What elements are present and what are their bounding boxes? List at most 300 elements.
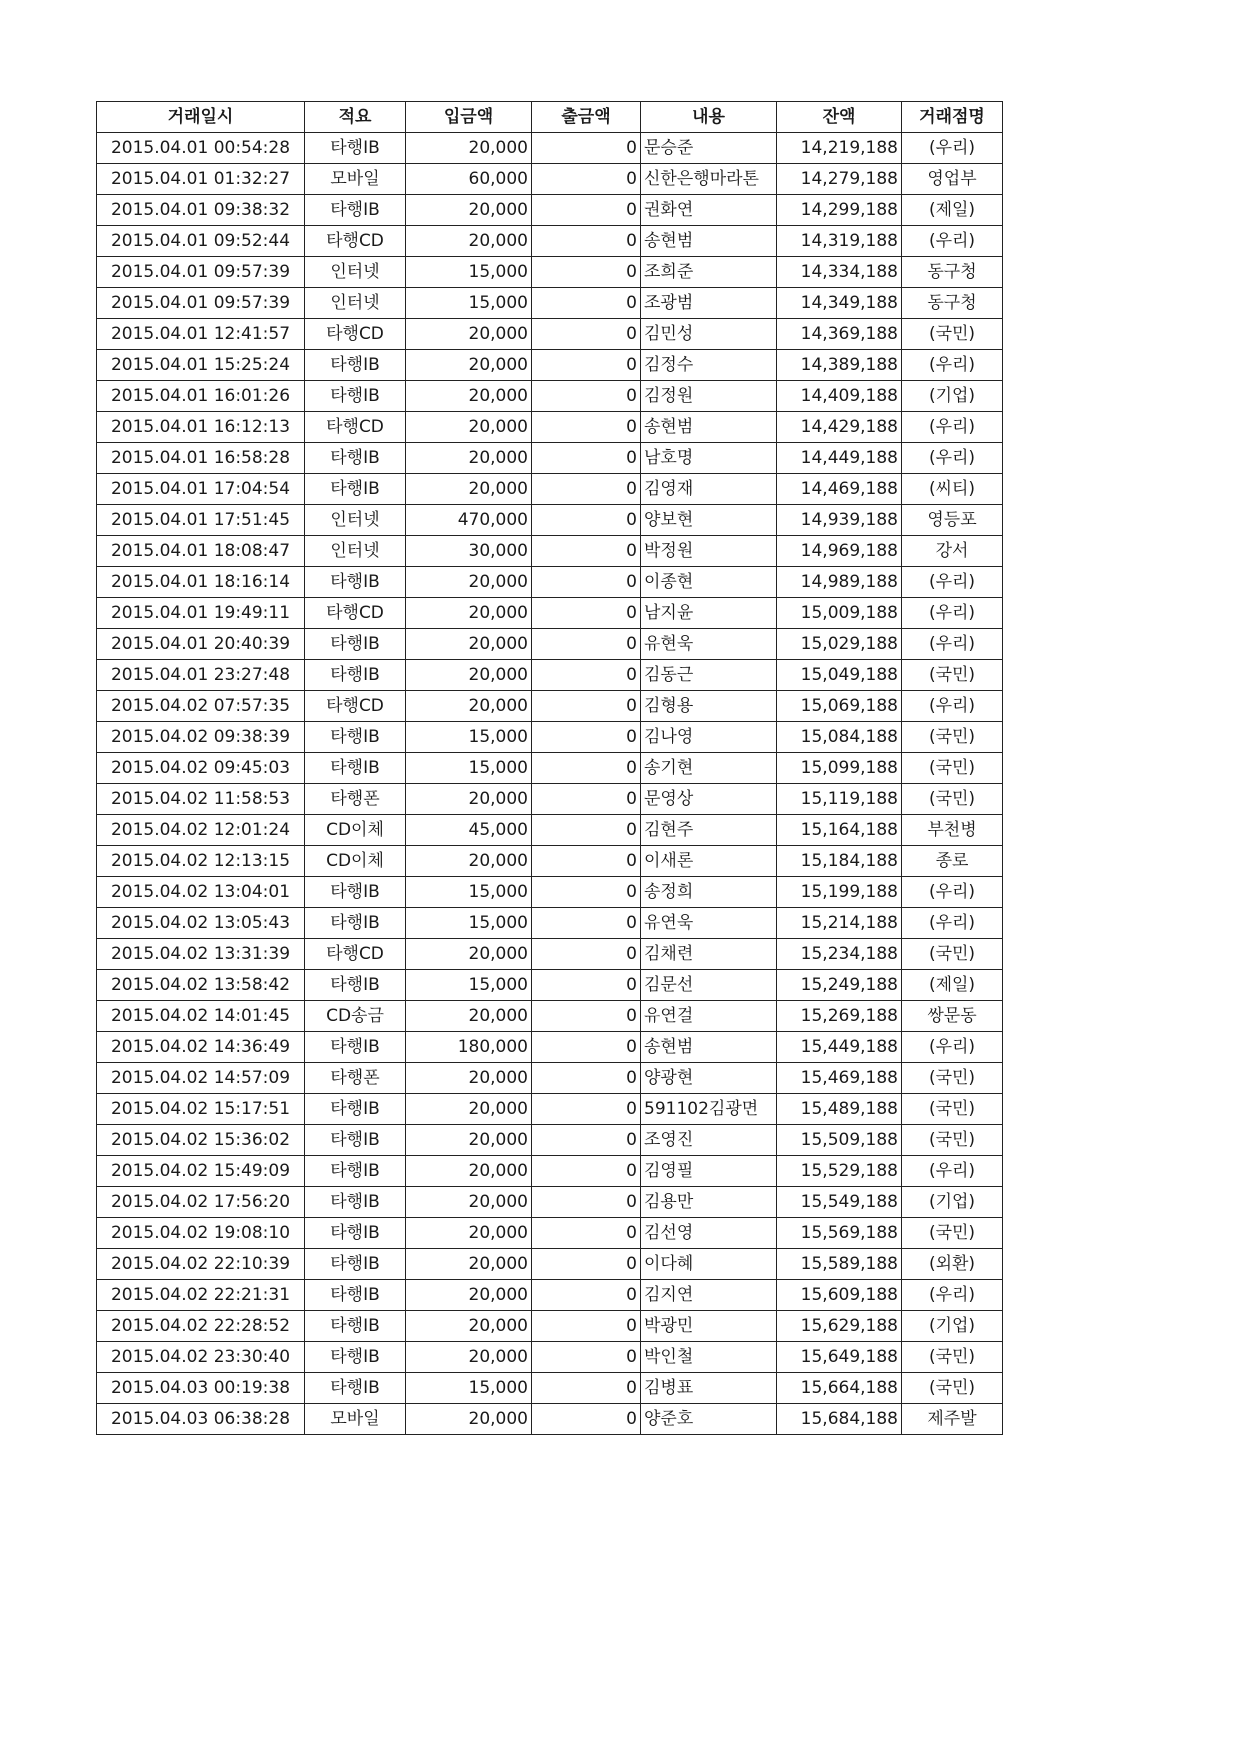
cell-balance: 15,569,188 <box>777 1218 902 1249</box>
cell-withdrawal: 0 <box>532 1125 641 1156</box>
cell-balance: 15,069,188 <box>777 691 902 722</box>
table-row <box>97 1280 1003 1311</box>
table-row <box>97 350 1003 381</box>
cell-transaction-datetime: 2015.04.02 07:57:35 <box>97 691 305 722</box>
cell-deposit: 15,000 <box>406 877 532 908</box>
cell-description: 박인철 <box>641 1342 777 1373</box>
cell-transaction-datetime: 2015.04.02 14:57:09 <box>97 1063 305 1094</box>
cell-withdrawal: 0 <box>532 474 641 505</box>
cell-withdrawal: 0 <box>532 970 641 1001</box>
cell-branch: (국민) <box>902 1342 1003 1373</box>
cell-description: 김동근 <box>641 660 777 691</box>
table-row <box>97 815 1003 846</box>
cell-description: 김정수 <box>641 350 777 381</box>
cell-branch: (우리) <box>902 226 1003 257</box>
cell-transaction-datetime: 2015.04.01 20:40:39 <box>97 629 305 660</box>
cell-branch: (국민) <box>902 722 1003 753</box>
cell-deposit: 60,000 <box>406 164 532 195</box>
cell-balance: 15,489,188 <box>777 1094 902 1125</box>
cell-balance: 14,334,188 <box>777 257 902 288</box>
cell-withdrawal: 0 <box>532 815 641 846</box>
cell-branch: (국민) <box>902 784 1003 815</box>
cell-balance: 15,029,188 <box>777 629 902 660</box>
cell-summary: 모바일 <box>305 164 406 195</box>
header-summary: 적요 <box>305 102 406 133</box>
cell-summary: 인터넷 <box>305 288 406 319</box>
cell-deposit: 20,000 <box>406 567 532 598</box>
cell-branch: 동구청 <box>902 257 1003 288</box>
cell-branch: (국민) <box>902 1063 1003 1094</box>
cell-deposit: 20,000 <box>406 1404 532 1435</box>
cell-withdrawal: 0 <box>532 381 641 412</box>
cell-description: 이종현 <box>641 567 777 598</box>
cell-description: 김영필 <box>641 1156 777 1187</box>
cell-balance: 14,319,188 <box>777 226 902 257</box>
table-row <box>97 164 1003 195</box>
table-row <box>97 970 1003 1001</box>
table-row <box>97 133 1003 164</box>
cell-description: 김문선 <box>641 970 777 1001</box>
cell-summary: 타행IB <box>305 443 406 474</box>
cell-deposit: 20,000 <box>406 350 532 381</box>
cell-summary: 타행CD <box>305 939 406 970</box>
table-row <box>97 1373 1003 1404</box>
table-row <box>97 443 1003 474</box>
cell-description: 이새론 <box>641 846 777 877</box>
cell-balance: 15,119,188 <box>777 784 902 815</box>
cell-branch: (국민) <box>902 1094 1003 1125</box>
cell-withdrawal: 0 <box>532 1156 641 1187</box>
table-row <box>97 1187 1003 1218</box>
cell-transaction-datetime: 2015.04.02 12:01:24 <box>97 815 305 846</box>
cell-description: 양광현 <box>641 1063 777 1094</box>
header-deposit: 입금액 <box>406 102 532 133</box>
cell-deposit: 20,000 <box>406 474 532 505</box>
cell-branch: (우리) <box>902 877 1003 908</box>
cell-branch: (제일) <box>902 970 1003 1001</box>
cell-summary: CD이체 <box>305 846 406 877</box>
table-body <box>97 133 1003 1435</box>
table-row <box>97 753 1003 784</box>
cell-transaction-datetime: 2015.04.02 19:08:10 <box>97 1218 305 1249</box>
cell-transaction-datetime: 2015.04.01 23:27:48 <box>97 660 305 691</box>
cell-summary: 타행IB <box>305 350 406 381</box>
cell-summary: 타행IB <box>305 1311 406 1342</box>
cell-branch: 영업부 <box>902 164 1003 195</box>
cell-summary: 타행IB <box>305 1032 406 1063</box>
cell-deposit: 15,000 <box>406 722 532 753</box>
cell-branch: (씨티) <box>902 474 1003 505</box>
table-row <box>97 1311 1003 1342</box>
cell-deposit: 20,000 <box>406 412 532 443</box>
cell-transaction-datetime: 2015.04.03 06:38:28 <box>97 1404 305 1435</box>
cell-transaction-datetime: 2015.04.02 22:10:39 <box>97 1249 305 1280</box>
cell-balance: 15,469,188 <box>777 1063 902 1094</box>
cell-balance: 15,084,188 <box>777 722 902 753</box>
cell-deposit: 20,000 <box>406 1218 532 1249</box>
table-row <box>97 660 1003 691</box>
cell-description: 권화연 <box>641 195 777 226</box>
cell-withdrawal: 0 <box>532 350 641 381</box>
cell-branch: (국민) <box>902 1218 1003 1249</box>
table-row <box>97 288 1003 319</box>
cell-deposit: 20,000 <box>406 1156 532 1187</box>
cell-branch: 부천병 <box>902 815 1003 846</box>
header-balance: 잔액 <box>777 102 902 133</box>
cell-summary: 타행CD <box>305 598 406 629</box>
cell-deposit: 20,000 <box>406 939 532 970</box>
cell-branch: (우리) <box>902 1156 1003 1187</box>
table-row <box>97 226 1003 257</box>
cell-summary: 타행IB <box>305 1249 406 1280</box>
cell-summary: 타행IB <box>305 195 406 226</box>
cell-withdrawal: 0 <box>532 443 641 474</box>
cell-withdrawal: 0 <box>532 226 641 257</box>
cell-summary: 타행IB <box>305 567 406 598</box>
cell-description: 이다혜 <box>641 1249 777 1280</box>
cell-transaction-datetime: 2015.04.01 18:08:47 <box>97 536 305 567</box>
cell-description: 양준호 <box>641 1404 777 1435</box>
cell-balance: 15,049,188 <box>777 660 902 691</box>
table-row <box>97 1249 1003 1280</box>
cell-withdrawal: 0 <box>532 1280 641 1311</box>
cell-deposit: 15,000 <box>406 288 532 319</box>
cell-balance: 14,279,188 <box>777 164 902 195</box>
cell-withdrawal: 0 <box>532 288 641 319</box>
cell-description: 송기현 <box>641 753 777 784</box>
table-row <box>97 722 1003 753</box>
cell-withdrawal: 0 <box>532 753 641 784</box>
cell-balance: 15,099,188 <box>777 753 902 784</box>
header-branch: 거래점명 <box>902 102 1003 133</box>
cell-deposit: 45,000 <box>406 815 532 846</box>
cell-summary: 타행폰 <box>305 1063 406 1094</box>
cell-summary: 타행IB <box>305 1218 406 1249</box>
table-row <box>97 1001 1003 1032</box>
cell-branch: (국민) <box>902 660 1003 691</box>
cell-balance: 14,449,188 <box>777 443 902 474</box>
cell-balance: 15,184,188 <box>777 846 902 877</box>
table-row <box>97 474 1003 505</box>
cell-transaction-datetime: 2015.04.01 12:41:57 <box>97 319 305 350</box>
table-row <box>97 784 1003 815</box>
cell-branch: (국민) <box>902 939 1003 970</box>
cell-balance: 14,469,188 <box>777 474 902 505</box>
cell-withdrawal: 0 <box>532 1218 641 1249</box>
cell-description: 남지윤 <box>641 598 777 629</box>
cell-summary: 타행IB <box>305 1280 406 1311</box>
cell-transaction-datetime: 2015.04.01 16:01:26 <box>97 381 305 412</box>
cell-balance: 15,269,188 <box>777 1001 902 1032</box>
cell-deposit: 20,000 <box>406 660 532 691</box>
cell-deposit: 15,000 <box>406 908 532 939</box>
cell-transaction-datetime: 2015.04.01 00:54:28 <box>97 133 305 164</box>
cell-deposit: 20,000 <box>406 1187 532 1218</box>
cell-branch: (기업) <box>902 1187 1003 1218</box>
cell-description: 김선영 <box>641 1218 777 1249</box>
table-row <box>97 319 1003 350</box>
cell-withdrawal: 0 <box>532 629 641 660</box>
cell-branch: (기업) <box>902 1311 1003 1342</box>
cell-branch: (우리) <box>902 350 1003 381</box>
cell-description: 송현범 <box>641 226 777 257</box>
cell-transaction-datetime: 2015.04.02 13:31:39 <box>97 939 305 970</box>
table-header-row <box>97 102 1003 133</box>
cell-withdrawal: 0 <box>532 939 641 970</box>
cell-deposit: 15,000 <box>406 970 532 1001</box>
cell-branch: (우리) <box>902 1280 1003 1311</box>
cell-balance: 15,214,188 <box>777 908 902 939</box>
cell-summary: 타행IB <box>305 1187 406 1218</box>
cell-deposit: 20,000 <box>406 195 532 226</box>
cell-branch: 종로 <box>902 846 1003 877</box>
cell-transaction-datetime: 2015.04.01 09:57:39 <box>97 257 305 288</box>
cell-description: 조희준 <box>641 257 777 288</box>
header-transaction-datetime: 거래일시 <box>97 102 305 133</box>
cell-withdrawal: 0 <box>532 505 641 536</box>
cell-deposit: 20,000 <box>406 598 532 629</box>
cell-balance: 14,389,188 <box>777 350 902 381</box>
cell-summary: 타행폰 <box>305 784 406 815</box>
table-row <box>97 877 1003 908</box>
cell-description: 송현범 <box>641 1032 777 1063</box>
cell-description: 송정희 <box>641 877 777 908</box>
cell-balance: 14,989,188 <box>777 567 902 598</box>
cell-deposit: 15,000 <box>406 1373 532 1404</box>
cell-deposit: 20,000 <box>406 1001 532 1032</box>
cell-summary: 타행IB <box>305 629 406 660</box>
cell-deposit: 20,000 <box>406 443 532 474</box>
cell-summary: 타행IB <box>305 381 406 412</box>
cell-balance: 14,299,188 <box>777 195 902 226</box>
cell-summary: 타행CD <box>305 412 406 443</box>
cell-summary: 타행IB <box>305 753 406 784</box>
cell-transaction-datetime: 2015.04.01 18:16:14 <box>97 567 305 598</box>
cell-withdrawal: 0 <box>532 164 641 195</box>
cell-transaction-datetime: 2015.04.02 13:04:01 <box>97 877 305 908</box>
cell-balance: 15,199,188 <box>777 877 902 908</box>
table-row <box>97 1094 1003 1125</box>
cell-branch: (우리) <box>902 691 1003 722</box>
cell-deposit: 20,000 <box>406 1125 532 1156</box>
cell-description: 김지연 <box>641 1280 777 1311</box>
cell-transaction-datetime: 2015.04.02 17:56:20 <box>97 1187 305 1218</box>
cell-deposit: 180,000 <box>406 1032 532 1063</box>
cell-withdrawal: 0 <box>532 877 641 908</box>
table-row <box>97 567 1003 598</box>
table-row <box>97 1125 1003 1156</box>
cell-branch: (우리) <box>902 598 1003 629</box>
cell-transaction-datetime: 2015.04.02 22:28:52 <box>97 1311 305 1342</box>
cell-withdrawal: 0 <box>532 691 641 722</box>
table-row <box>97 412 1003 443</box>
cell-deposit: 20,000 <box>406 1311 532 1342</box>
cell-balance: 15,609,188 <box>777 1280 902 1311</box>
cell-summary: 타행IB <box>305 133 406 164</box>
cell-transaction-datetime: 2015.04.02 15:17:51 <box>97 1094 305 1125</box>
cell-withdrawal: 0 <box>532 722 641 753</box>
cell-balance: 14,369,188 <box>777 319 902 350</box>
cell-summary: 모바일 <box>305 1404 406 1435</box>
cell-balance: 15,009,188 <box>777 598 902 629</box>
cell-withdrawal: 0 <box>532 1001 641 1032</box>
cell-description: 문영상 <box>641 784 777 815</box>
cell-deposit: 20,000 <box>406 226 532 257</box>
cell-transaction-datetime: 2015.04.02 11:58:53 <box>97 784 305 815</box>
table-row <box>97 1032 1003 1063</box>
cell-balance: 14,939,188 <box>777 505 902 536</box>
cell-branch: (우리) <box>902 1032 1003 1063</box>
cell-transaction-datetime: 2015.04.02 14:36:49 <box>97 1032 305 1063</box>
cell-balance: 15,589,188 <box>777 1249 902 1280</box>
cell-description: 김나영 <box>641 722 777 753</box>
cell-balance: 14,429,188 <box>777 412 902 443</box>
cell-withdrawal: 0 <box>532 1249 641 1280</box>
table-row <box>97 1063 1003 1094</box>
cell-transaction-datetime: 2015.04.01 16:12:13 <box>97 412 305 443</box>
cell-transaction-datetime: 2015.04.02 15:49:09 <box>97 1156 305 1187</box>
cell-summary: 타행CD <box>305 226 406 257</box>
cell-branch: (외환) <box>902 1249 1003 1280</box>
cell-description: 유연걸 <box>641 1001 777 1032</box>
cell-branch: (우리) <box>902 133 1003 164</box>
cell-deposit: 20,000 <box>406 1280 532 1311</box>
table-row <box>97 939 1003 970</box>
cell-deposit: 30,000 <box>406 536 532 567</box>
cell-balance: 15,629,188 <box>777 1311 902 1342</box>
cell-transaction-datetime: 2015.04.02 15:36:02 <box>97 1125 305 1156</box>
cell-deposit: 20,000 <box>406 1342 532 1373</box>
cell-branch: 쌍문동 <box>902 1001 1003 1032</box>
cell-withdrawal: 0 <box>532 536 641 567</box>
cell-branch: 영등포 <box>902 505 1003 536</box>
cell-transaction-datetime: 2015.04.02 14:01:45 <box>97 1001 305 1032</box>
cell-transaction-datetime: 2015.04.02 13:58:42 <box>97 970 305 1001</box>
cell-description: 유연욱 <box>641 908 777 939</box>
cell-branch: (국민) <box>902 753 1003 784</box>
cell-deposit: 20,000 <box>406 629 532 660</box>
cell-deposit: 470,000 <box>406 505 532 536</box>
cell-summary: CD송금 <box>305 1001 406 1032</box>
cell-withdrawal: 0 <box>532 846 641 877</box>
cell-withdrawal: 0 <box>532 1373 641 1404</box>
cell-description: 남호명 <box>641 443 777 474</box>
cell-description: 박정원 <box>641 536 777 567</box>
cell-branch: (국민) <box>902 1373 1003 1404</box>
cell-summary: 타행IB <box>305 1373 406 1404</box>
cell-transaction-datetime: 2015.04.01 17:51:45 <box>97 505 305 536</box>
cell-balance: 15,234,188 <box>777 939 902 970</box>
table-row <box>97 536 1003 567</box>
cell-description: 조영진 <box>641 1125 777 1156</box>
cell-withdrawal: 0 <box>532 412 641 443</box>
cell-balance: 15,509,188 <box>777 1125 902 1156</box>
table-row <box>97 598 1003 629</box>
cell-summary: 타행IB <box>305 474 406 505</box>
cell-deposit: 15,000 <box>406 257 532 288</box>
table-row <box>97 846 1003 877</box>
cell-balance: 15,529,188 <box>777 1156 902 1187</box>
cell-withdrawal: 0 <box>532 1342 641 1373</box>
cell-summary: 인터넷 <box>305 257 406 288</box>
transaction-table <box>96 101 1003 1435</box>
cell-branch: (우리) <box>902 629 1003 660</box>
cell-balance: 15,249,188 <box>777 970 902 1001</box>
cell-balance: 14,409,188 <box>777 381 902 412</box>
cell-withdrawal: 0 <box>532 1094 641 1125</box>
table-row <box>97 505 1003 536</box>
cell-branch: 제주발 <box>902 1404 1003 1435</box>
table-row <box>97 1342 1003 1373</box>
cell-transaction-datetime: 2015.04.01 09:38:32 <box>97 195 305 226</box>
cell-description: 문승준 <box>641 133 777 164</box>
cell-description: 김채련 <box>641 939 777 970</box>
cell-withdrawal: 0 <box>532 1404 641 1435</box>
cell-withdrawal: 0 <box>532 1063 641 1094</box>
cell-balance: 15,664,188 <box>777 1373 902 1404</box>
cell-balance: 15,164,188 <box>777 815 902 846</box>
cell-balance: 14,219,188 <box>777 133 902 164</box>
cell-withdrawal: 0 <box>532 195 641 226</box>
cell-summary: 타행IB <box>305 722 406 753</box>
cell-description: 김병표 <box>641 1373 777 1404</box>
cell-deposit: 20,000 <box>406 1063 532 1094</box>
cell-summary: 타행IB <box>305 1156 406 1187</box>
table-row <box>97 195 1003 226</box>
cell-withdrawal: 0 <box>532 319 641 350</box>
cell-transaction-datetime: 2015.04.02 12:13:15 <box>97 846 305 877</box>
cell-description: 양보현 <box>641 505 777 536</box>
cell-description: 김영재 <box>641 474 777 505</box>
cell-withdrawal: 0 <box>532 908 641 939</box>
cell-branch: (우리) <box>902 567 1003 598</box>
header-withdrawal: 출금액 <box>532 102 641 133</box>
cell-branch: (제일) <box>902 195 1003 226</box>
cell-transaction-datetime: 2015.04.03 00:19:38 <box>97 1373 305 1404</box>
cell-transaction-datetime: 2015.04.01 17:04:54 <box>97 474 305 505</box>
cell-description: 박광민 <box>641 1311 777 1342</box>
table-row <box>97 1218 1003 1249</box>
cell-branch: (국민) <box>902 1125 1003 1156</box>
cell-transaction-datetime: 2015.04.02 09:45:03 <box>97 753 305 784</box>
cell-balance: 14,969,188 <box>777 536 902 567</box>
cell-description: 유현욱 <box>641 629 777 660</box>
cell-deposit: 20,000 <box>406 1094 532 1125</box>
cell-branch: (우리) <box>902 443 1003 474</box>
cell-balance: 15,449,188 <box>777 1032 902 1063</box>
cell-summary: 타행IB <box>305 908 406 939</box>
cell-summary: 타행CD <box>305 319 406 350</box>
cell-balance: 15,549,188 <box>777 1187 902 1218</box>
cell-description: 김형용 <box>641 691 777 722</box>
cell-summary: 인터넷 <box>305 505 406 536</box>
cell-description: 김정원 <box>641 381 777 412</box>
table-row <box>97 691 1003 722</box>
cell-description: 신한은행마라톤 <box>641 164 777 195</box>
cell-summary: 타행IB <box>305 660 406 691</box>
cell-deposit: 15,000 <box>406 753 532 784</box>
cell-withdrawal: 0 <box>532 1311 641 1342</box>
cell-summary: 인터넷 <box>305 536 406 567</box>
cell-deposit: 20,000 <box>406 846 532 877</box>
cell-transaction-datetime: 2015.04.02 13:05:43 <box>97 908 305 939</box>
cell-withdrawal: 0 <box>532 1187 641 1218</box>
table-row <box>97 1156 1003 1187</box>
cell-transaction-datetime: 2015.04.02 22:21:31 <box>97 1280 305 1311</box>
cell-branch: (우리) <box>902 412 1003 443</box>
cell-withdrawal: 0 <box>532 567 641 598</box>
cell-description: 김현주 <box>641 815 777 846</box>
